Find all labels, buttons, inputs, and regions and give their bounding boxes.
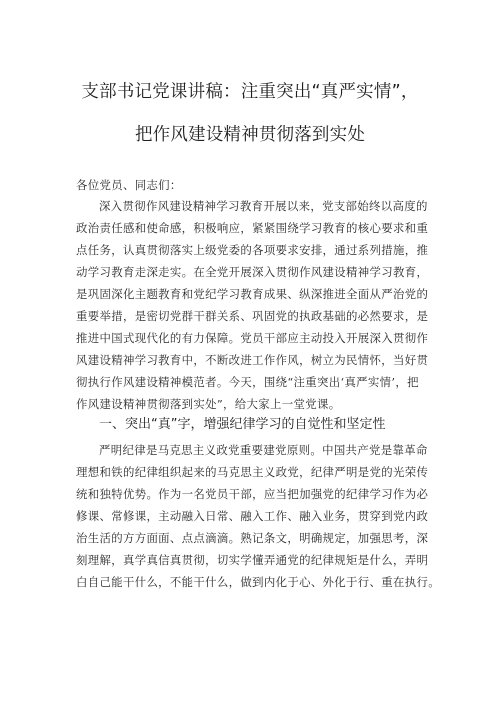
intro-line: 点任务，认真贯彻落实上级党委的各项要求安排，通过系列措施，推 <box>76 243 429 257</box>
intro-line: 重要举措，是密切党群干群关系、巩固党的执政基础的必然要求，是 <box>76 309 429 323</box>
title-line-2: 把作风建设精神贯彻落到实处 <box>134 125 366 145</box>
intro-line: 作风建设精神贯彻落到实处”，给大家上一堂党课。 <box>76 397 341 411</box>
section-1-line: 修课、常修课，主动融入日常、融入工作、融入业务，贯穿到党内政 <box>76 509 429 523</box>
section-1-line: 白自己能干什么，不能干什么，做到内化于心、外化于行、重在执行。 <box>76 575 440 589</box>
intro-line: 风建设精神学习教育中，不断改进工作作风，树立为民情怀，当好贯 <box>76 353 429 367</box>
section-1-line: 刻理解，真学真信真贯彻，切实学懂弄通党的纪律规矩是什么，弄明 <box>76 553 429 567</box>
intro-line: 政治责任感和使命感，积极响应，紧紧围绕学习教育的核心要求和重 <box>76 221 429 235</box>
section-1-line: 统和独特优势。作为一名党员干部，应当把加强党的纪律学习作为必 <box>76 487 429 501</box>
section-1-line: 治生活的方方面面、点点滴滴。熟记条文，明确规定，加强思考，深 <box>76 531 429 545</box>
intro-line: 是巩固深化主题教育和党纪学习教育成果、纵深推进全面从严治党的 <box>76 287 429 301</box>
section-1-line: 理想和铁的纪律组织起来的马克思主义政党，纪律严明是党的光荣传 <box>76 465 429 479</box>
title-line-1: 支部书记党课讲稿：注重突出“真严实情”， <box>81 82 419 102</box>
section-1-line: 严明纪律是马克思主义政党重要建党原则。中国共产党是靠革命 <box>99 443 428 457</box>
intro-line: 深入贯彻作风建设精神学习教育开展以来，党支部始终以高度的 <box>99 199 428 213</box>
intro-line: 彻执行作风建设精神模范者。今天，围绕“注重突出‘真严实情’，把 <box>76 375 419 389</box>
section-1-heading: 一、突出“真”字，增强纪律学习的自觉性和坚定性 <box>99 417 386 432</box>
intro-line: 推进中国式现代化的有力保障。党员干部应主动投入开展深入贯彻作 <box>76 331 429 345</box>
salutation: 各位党员、同志们： <box>76 178 182 192</box>
intro-line: 动学习教育走深走实。在全党开展深入贯彻作风建设精神学习教育， <box>76 265 429 279</box>
